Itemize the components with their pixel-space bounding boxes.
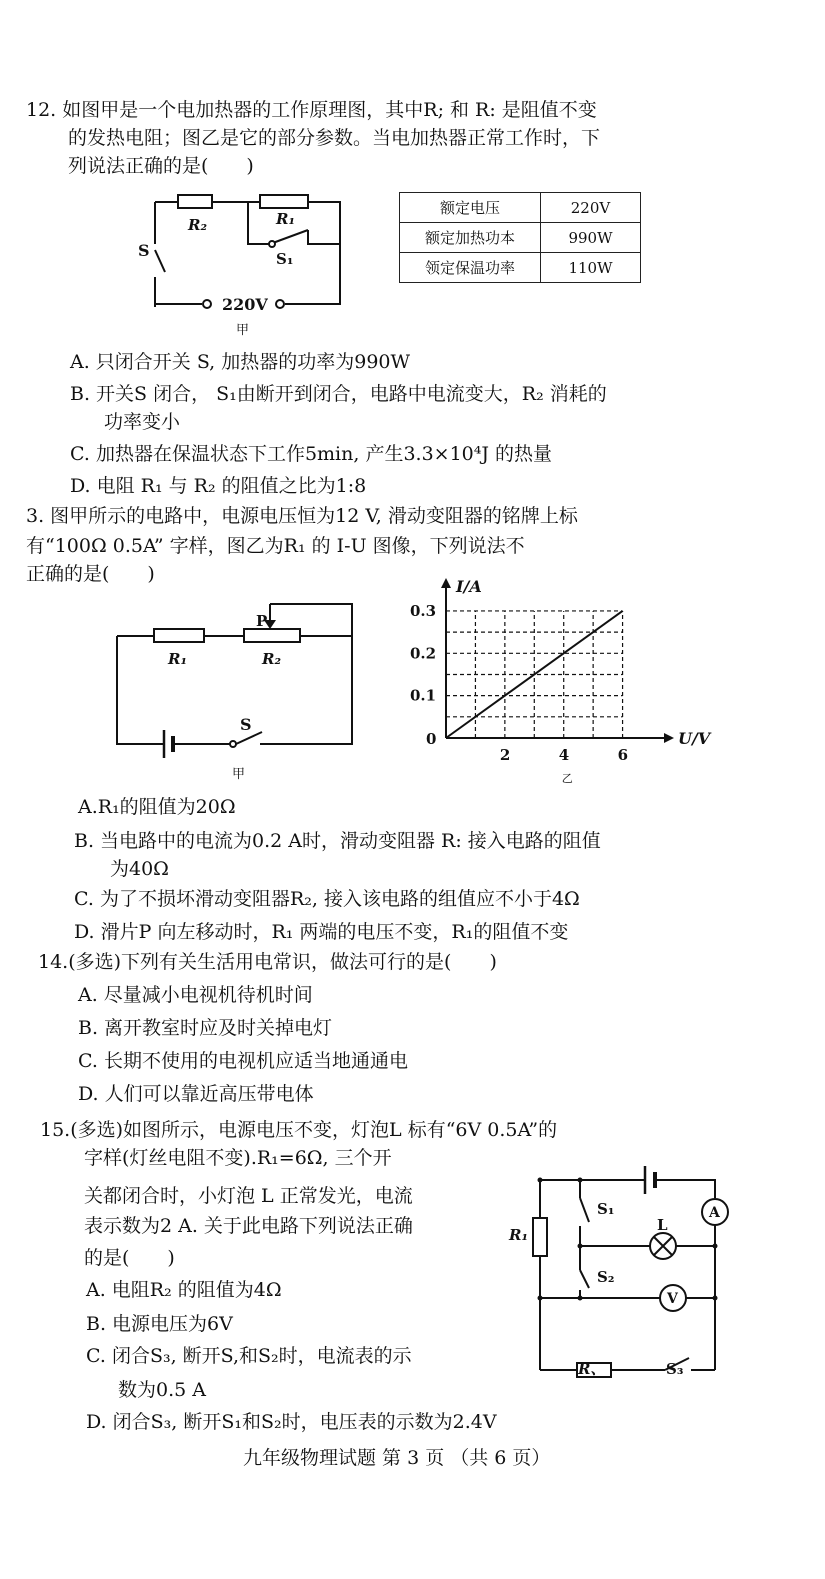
q15-option-d: D. 闭合S₃, 断开S₁和S₂时，电压表的示数为2.4V: [86, 1411, 497, 1433]
q13-option-b-line1: B. 当电路中的电流为0.2 A时，滑动变阻器 R: 接入电路的阻值: [74, 830, 601, 852]
q15-stem-line2: 字样(灯丝电阻不变).R₁=6Ω, 三个开: [84, 1147, 392, 1169]
q13-stem-line3: 正确的是( ): [26, 563, 155, 585]
q13-iu-chart: [400, 577, 711, 790]
q15-stem-line4: 表示数为2 A. 关于此电路下列说法正确: [84, 1215, 413, 1237]
q13-r2-label: R₂: [262, 650, 282, 668]
table-row: [400, 193, 641, 223]
q13-switch-s-label: S: [240, 715, 252, 734]
q12-circuit-diagram: [130, 182, 370, 342]
q14-option-c: C. 长期不使用的电视机应适当地通通电: [78, 1050, 408, 1072]
q13-graph-caption: 乙: [561, 772, 573, 785]
q13-option-c: C. 为了不损坏滑动变阻器R₂, 接入该电路的组值应不小于4Ω: [74, 888, 580, 910]
chart-x-axis-label: U/V: [678, 729, 711, 748]
y-tick-label: 0.3: [410, 601, 437, 620]
q15-circuit-diagram: [505, 1158, 745, 1378]
y-axis-arrow: [441, 578, 451, 588]
q14-option-d: D. 人们可以靠近高压带电体: [78, 1083, 314, 1105]
param-value: 220V: [541, 193, 641, 223]
q12-s-label: S: [138, 241, 150, 260]
page-footer: 九年级物理试题 第 3 页 （共 6 页）: [243, 1447, 551, 1469]
chart-origin-label: 0: [426, 730, 437, 748]
q15-stem-line1: 15.(多选)如图所示，电源电压不变，灯泡L 标有“6V 0.5A”的: [40, 1119, 558, 1141]
q15-s1-label: S₁: [597, 1200, 615, 1218]
param-value: 990W: [541, 223, 641, 253]
q14-option-b: B. 离开教室时应及时关掉电灯: [78, 1017, 333, 1039]
chart-y-axis-label: I/A: [456, 577, 482, 596]
q15-option-a: A. 电阻R₂ 的阻值为4Ω: [86, 1279, 282, 1301]
q12-option-d: D. 电阻 R₁ 与 R₂ 的阻值之比为1:8: [70, 475, 367, 497]
param-label: 领定保温功率: [400, 253, 541, 283]
q12-option-b-line2: 功率变小: [104, 411, 181, 433]
q13-stem-line1: 3. 图甲所示的电路中，电源电压恒为12 V, 滑动变阻器的铭牌上标: [26, 505, 578, 527]
q15-s3-label: S₃: [666, 1360, 684, 1378]
q13-circuit-diagram: [112, 596, 362, 786]
q13-r1-label: R₁: [168, 650, 188, 668]
q13-option-d: D. 滑片P 向左移动时，R₁ 两端的电压不变，R₁的阻值不变: [74, 921, 569, 943]
voltmeter-v-label: V: [667, 1291, 678, 1307]
y-tick-label: 0.1: [410, 686, 437, 705]
q14-option-a: A. 尽量减小电视机待机时间: [78, 984, 313, 1006]
q13-option-b-line2: 为40Ω: [110, 858, 169, 880]
q13-option-a: A.R₁的阻值为20Ω: [78, 796, 236, 818]
q12-parameter-table: [399, 192, 641, 283]
q12-caption: 甲: [236, 323, 250, 338]
q15-s2-label: S₂: [597, 1268, 615, 1286]
q15-lamp-l-label: L: [657, 1216, 668, 1234]
x-tick-label: 6: [617, 746, 629, 764]
q12-stem-line3: 列说法正确的是( ): [68, 155, 254, 177]
q12-s1-label: S₁: [276, 250, 294, 268]
q13-stem-line2: 有“100Ω 0.5A” 字样，图乙为R₁ 的 I-U 图像，下列说法不: [26, 535, 525, 557]
x-tick-label: 2: [499, 746, 511, 764]
q13-slider-p-label: P: [256, 612, 268, 630]
q15-stem-line3: 关都闭合时，小灯泡 L 正常发光，电流: [84, 1185, 413, 1207]
q12-option-b-line1: B. 开关S 闭合， S₁由断开到闭合，电路中电流变大，R₂ 消耗的: [70, 383, 607, 405]
q15-option-b: B. 电源电压为6V: [86, 1313, 233, 1335]
y-tick-label: 0.2: [410, 644, 437, 663]
q12-voltage-label: 220V: [222, 295, 268, 314]
q12-r1-label: R₁: [276, 210, 296, 228]
q15-option-c-line2: 数为0.5 A: [118, 1379, 206, 1401]
q15-option-c-line1: C. 闭合S₃, 断开S,和S₂时，电流表的示: [86, 1345, 412, 1367]
table-row: [400, 223, 641, 253]
q14-stem: 14.(多选)下列有关生活用电常识，做法可行的是( ): [38, 951, 497, 973]
q12-option-a: A. 只闭合开关 S, 加热器的功率为990W: [70, 351, 411, 373]
q13-circuit-caption: 甲: [232, 767, 246, 782]
q15-stem-line5: 的是( ): [84, 1247, 175, 1269]
param-label: 额定加热功本: [400, 223, 541, 253]
q12-stem-line1: 12. 如图甲是一个电加热器的工作原理图，其中R; 和 R: 是阻值不变: [26, 99, 597, 121]
ammeter-a-label: A: [709, 1205, 720, 1221]
param-label: 额定电压: [400, 193, 541, 223]
table-row: [400, 253, 641, 283]
q15-r-bottom-label: R、: [578, 1360, 606, 1378]
q12-stem-line2: 的发热电阻；图乙是它的部分参数。当电加热器正常工作时，下: [68, 127, 601, 149]
q12-r2-label: R₂: [188, 216, 208, 234]
x-tick-label: 4: [558, 746, 570, 764]
q15-r1-label: R₁: [509, 1226, 529, 1244]
chart-ticks: [410, 602, 628, 764]
x-axis-arrow: [664, 733, 674, 743]
param-value: 110W: [541, 253, 641, 283]
q12-option-c: C. 加热器在保温状态下工作5min, 产生3.3×10⁴J 的热量: [70, 443, 553, 465]
